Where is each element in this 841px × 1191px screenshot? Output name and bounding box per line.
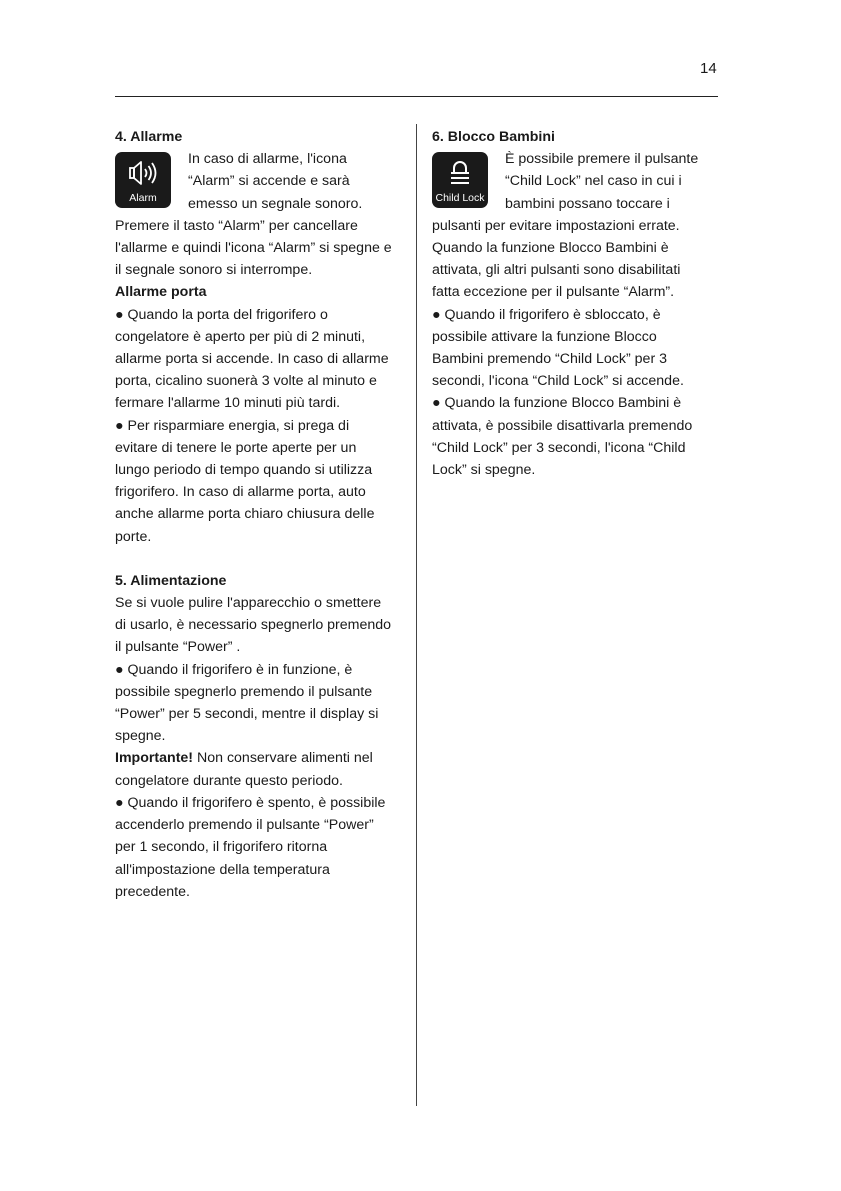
alarm-line: l'allarme e quindi l'icona “Alarm” si spegne e bbox=[115, 240, 392, 257]
child-lock-line: secondi, l'icona “Child Lock” si accende. bbox=[432, 373, 684, 390]
door-alarm-line: anche allarme porta chiaro chiusura delle bbox=[115, 506, 375, 523]
alarm-section-title: 4. Allarme bbox=[115, 129, 183, 145]
alarm-intro-line: “Alarm” si accende e sarà bbox=[188, 173, 350, 190]
important-label: Importante! bbox=[115, 750, 194, 767]
child-lock-intro-line: “Child Lock” nel caso in cui i bbox=[505, 173, 682, 190]
power-line: per 1 secondo, il frigorifero ritorna bbox=[115, 839, 328, 856]
door-alarm-line: porta, cicalino suonerà 3 volte al minuto e bbox=[115, 373, 377, 390]
power-line: il pulsante “Power” . bbox=[115, 639, 241, 656]
door-alarm-line: porte. bbox=[115, 528, 152, 545]
child-lock-line: ● Quando il frigorifero è sbloccato, è bbox=[432, 306, 661, 323]
child-lock-line: “Child Lock” per 3 secondi, l'icona “Child bbox=[432, 439, 686, 456]
power-line: di usarlo, è necessario spegnerlo premendo bbox=[115, 617, 392, 634]
child-lock-line: Quando la funzione Blocco Bambini è bbox=[432, 240, 669, 257]
door-alarm-line: ● Quando la porta del frigorifero o bbox=[115, 306, 328, 323]
important-text: Non conservare alimenti nel bbox=[193, 750, 373, 767]
speaker-sound-icon bbox=[115, 158, 171, 188]
child-lock-line: pulsanti per evitare impostazioni errate. bbox=[432, 217, 680, 234]
power-line: ● Quando il frigorifero è in funzione, è bbox=[115, 661, 353, 678]
power-line: possibile spegnerlo premendo il pulsante bbox=[115, 683, 373, 700]
power-line: accenderlo premendo il pulsante “Power” bbox=[115, 817, 374, 834]
child-lock-line: attivata, gli altri pulsanti sono disabilitati bbox=[432, 262, 681, 279]
child-lock-line: Bambini premendo “Child Lock” per 3 bbox=[432, 351, 667, 368]
child-lock-line: ● Quando la funzione Blocco Bambini è bbox=[432, 395, 682, 412]
door-alarm-line: fermare l'allarme 10 minuti più tardi. bbox=[115, 395, 341, 412]
child-lock-line: attivata, è possibile disattivarla premendo bbox=[432, 417, 693, 434]
child-lock-intro-line: bambini possano toccare i bbox=[505, 195, 670, 212]
child-lock-line: possibile attivare la funzione Blocco bbox=[432, 328, 657, 345]
door-alarm-line: frigorifero. In caso di allarme porta, auto bbox=[115, 484, 366, 501]
alarm-intro-line: emesso un segnale sonoro. bbox=[188, 195, 363, 212]
alarm-intro-line: In caso di allarme, l'icona bbox=[188, 151, 347, 168]
left-column bbox=[115, 126, 400, 903]
child-lock-intro-text bbox=[505, 148, 722, 215]
power-line: “Power” per 5 secondi, mentre il display si bbox=[115, 706, 379, 723]
alarm-intro-text bbox=[188, 148, 400, 215]
child-lock-intro-line: È possibile premere il pulsante bbox=[505, 151, 699, 168]
child-lock-section-title: 6. Blocco Bambini bbox=[432, 129, 555, 145]
alarm-line: il segnale sonoro si interrompe. bbox=[115, 262, 313, 279]
section-spacer bbox=[115, 548, 400, 570]
power-line: Se si vuole pulire l'apparecchio o smettere bbox=[115, 595, 382, 612]
alarm-button-icon bbox=[115, 152, 171, 208]
power-line: congelatore durante questo periodo. bbox=[115, 772, 343, 789]
child-lock-button-icon bbox=[432, 152, 488, 208]
page-number: 14 bbox=[700, 60, 717, 77]
child-lock-line: Lock” si spegne. bbox=[432, 462, 536, 479]
child-lock-icon-caption: Child Lock bbox=[435, 192, 485, 205]
child-lock-intro bbox=[432, 148, 722, 215]
header-rule bbox=[115, 96, 718, 97]
right-column bbox=[432, 126, 722, 481]
door-alarm-line: evitare di tenere le porte aperte per un bbox=[115, 439, 357, 456]
alarm-icon-caption: Alarm bbox=[129, 192, 157, 205]
door-alarm-line: ● Per risparmiare energia, si prega di bbox=[115, 417, 350, 434]
alarm-line: Premere il tasto “Alarm” per cancellare bbox=[115, 217, 358, 234]
door-alarm-subtitle: Allarme porta bbox=[115, 284, 207, 301]
power-section-title: 5. Alimentazione bbox=[115, 572, 227, 589]
power-line: ● Quando il frigorifero è spento, è possibile bbox=[115, 794, 386, 811]
power-line: spegne. bbox=[115, 728, 166, 745]
power-line: all'impostazione della temperatura bbox=[115, 861, 330, 878]
child-lock-line: fatta eccezione per il pulsante “Alarm”. bbox=[432, 284, 675, 301]
padlock-icon bbox=[432, 158, 488, 188]
door-alarm-line: allarme porta si accende. In caso di allarme bbox=[115, 351, 389, 368]
door-alarm-line: lungo periodo di tempo quando si utilizza bbox=[115, 462, 373, 479]
column-divider bbox=[416, 124, 417, 1106]
alarm-intro bbox=[115, 148, 400, 215]
door-alarm-line: congelatore è aperto per più di 2 minuti, bbox=[115, 328, 366, 345]
power-important-line bbox=[115, 747, 400, 769]
power-line: precedente. bbox=[115, 883, 190, 900]
